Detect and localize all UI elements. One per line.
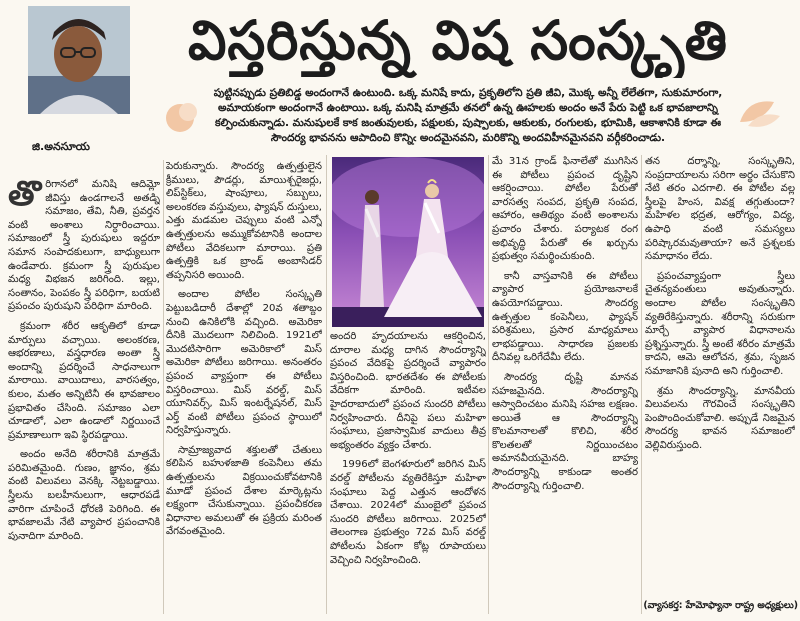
pageant-stage-photo <box>332 157 484 327</box>
column-rule <box>163 160 164 614</box>
column-rule <box>641 155 642 614</box>
headline: విస్తరిస్తున్న విష సంస్కృతి <box>187 9 729 72</box>
paragraph: అందం అనేది శరీరానికి మాత్రమే పరిమితమైంది. గుణం, జ్ఞానం, శ్రమ వంటి విలువలు వెనక్కి నెట్టబడ్డాయి. స్త్రీలను బలహీనులుగా, ఆధారపడే వారిగా చూపించే ధోరణి పెరిగింది. ఈ భావజాలమే నేటి వ్యాపార ప్రపంచానికి పునాదిగా మారింది. <box>8 449 160 542</box>
paragraph: 1996లో బెంగళూరులో జరిగిన మిస్ వరల్డ్ పోటీలను వ్యతిరేకిస్తూ మహిళా సంఘాలు పెద్ద ఎత్తున ఆందోళన చేశాయి. 2024లో ముంబైలో ప్రపంచ సుందరి పోటీలు జరిగాయి. 2025లో తెలంగాణ ప్రభుత్వం 72వ మిస్ వరల్డ్ పోటీలను ఏకంగా కోట్ల రూపాయలు వెచ్చించి నిర్వహించింది. <box>330 459 486 566</box>
paragraph: క్రమంగా శరీర ఆకృతిలో కూడా మార్పులు వచ్చాయి. అలంకరణ, ఆభరణాలు, వస్త్రధారణ అంతా స్త్రీ అందాన్ని ప్రదర్శించే సాధనాలుగా మారాయి. వాయిదాలు, వారసత్వం, కులం, మతం అన్నిటినీ ఈ భావజాలం ప్రభావితం చేసింది. సమాజం ఎలా చూడాలో, ఎలా ఉండాలో నిర్ణయించే ప్రమాణాలుగా ఇవి స్థిరపడ్డాయి. <box>8 320 160 441</box>
article-column-2 <box>166 160 322 614</box>
decorative-petal-icon <box>162 96 202 136</box>
paragraph: రిగానలో మనిషి ఆదిమ్లో జీవిస్తు ఉండగాలనే అతడ్ని సమాజం, తేవి, నీతి, ప్రవర్తన వంటి అంశాలు నిర్ధారించాయి. సమాజంలో స్త్రీ పురుషులు ఇద్దరూ సమాన సంపాదకులుగా, బాధ్యులుగా ఉండేవారు. క్రమంగా స్త్రీ పురుషుల మధ్య విభజన జరిగింది. ఇల్లు, సంతానం, పెంపకం స్త్రీ పరిధిగా, బయటి ప్రపంచం పురుషుని పరిధిగా మారింది. <box>8 179 160 313</box>
article-column-3 <box>330 330 486 614</box>
author-name: జి.అనసూయ <box>32 140 90 153</box>
article-column-5 <box>645 155 795 595</box>
author-photo <box>28 6 130 114</box>
paragraph: పెరుకున్నారు. సౌందర్య ఉత్పత్తులైన క్రీములు, పౌడర్లు, మాయిశ్చరైజర్లు, లిప్‌స్టిక్‌లు, షాంపూలు, సబ్బులు, అలంకరణ వస్తువులు, ఫ్యాషన్ దుస్తులు, ఎత్తు మడమల చెప్పులు వంటి ఎన్నో ఉత్పత్తులను అమ్ముకోవటానికి అందాల పోటీలు వేదికలుగా మారాయి. ప్రతి ఉత్పత్తికి ఒక బ్రాండ్ అంబాసిడర్ తప్పనిసరి అయింది. <box>166 161 322 281</box>
paragraph: శ్రమ సౌందర్యాన్ని, మానవీయ విలువలను గౌరవించే సంస్కృతిని పెంపొందించుకోవాలి. అప్పుడే నిజమైన సౌందర్య భావన సమాజంలో వెల్లివిరుస్తుంది. <box>645 385 795 451</box>
paragraph: కానీ వాస్తవానికి ఈ పోటీలు వ్యాపార ప్రయోజనాలకే ఉపయోగపడ్డాయి. సౌందర్య ఉత్పత్తుల కంపెనీలు, ఫ్యాషన్ పరిశ్రమలు, ప్రసార మాధ్యమాలు లాభపడ్డాయి. సాధారణ ప్రజలకు దీనివల్ల ఒరిగేదేమీ లేదు. <box>492 270 638 364</box>
paragraph: అందాల పోటీల సంస్కృతి పెట్టుబడిదారీ దేశాల్లో 20వ శతాబ్దం నుంచి ఉనికిలోకి వచ్చింది. అమెరికా దీనికి మొదలుగా నిలిచింది. 1921లో మొదటిసారిగా అమెరికాలో మిస్ అమెరికా పోటీలు జరిగాయి. అనంతరం ప్రపంచ వ్యాప్తంగా ఈ పోటీలు విస్తరించాయి. మిస్ వరల్డ్, మిస్ యూనివర్స్, మిస్ ఇంటర్నేషనల్, మిస్ ఎర్త్ వంటి పోటీలు ప్రపంచ స్థాయిలో నిర్వహిస్తున్నారు. <box>166 289 322 437</box>
article-column-1 <box>8 178 160 614</box>
column-rule <box>326 155 327 614</box>
drop-cap: తొ <box>8 178 42 214</box>
author-byline: (వ్యాసకర్త: హేమోఫ్యానా రాష్ట్ర అధ్యక్షులు) <box>643 600 798 611</box>
column-rule <box>488 155 489 614</box>
standfirst: పుట్టినప్పుడు ప్రతిబిడ్డ అందంగానే ఉంటుంది. ఒక్క మనిషే కాదు, ప్రకృతిలోని ప్రతి జీవి, మొక్క అన్నీ లేలేతగా, సుకుమారంగా, అమాయకంగా అందంగానే ఉంటాయి. ఒక్క మనిషి మాత్రమే తనలో ఉన్న ఊహలకు అందం అనే పేరు పెట్టి ఒక భావజాలాన్ని కల్పించుకున్నాడు. మనుషులకే కాక జంతువులకు, పక్షులకు, పుష్పాలకు, ఆకులకు, రంగులకు, భూమికి, ఆకాశానికి కూడా ఈ సౌందర్య భావనను ఆపాదించి కొన్నిఁ అందమైనవని, మరికొన్ని అందవిహీనమైనవని వర్గీకరించాడు. <box>213 87 723 144</box>
paragraph: సౌందర్య దృష్టి మానవ సహజమైనది. సౌందర్యాన్ని ఆస్వాదించటం మనిషి సహజ లక్షణం. అయితే ఆ సౌందర్యాన్ని కొలమానాలతో కొలిచి, శరీర కొలతలతో నిర్ణయించటం అమానవీయమైనది. బాహ్య సౌందర్యాన్ని కాకుండా అంతర సౌందర్యాన్ని గుర్తించాలి. <box>492 371 638 492</box>
paragraph: మే 31న గ్రాండ్ ఫినాలేతో ముగిసిన ఈ పోటీలు ప్రపంచ దృష్టిని ఆకర్షించాయి. పోటీల పేరుతో వారసత్వ సంపద, ప్రకృతి సంపద, ఆహారం, ఆతిథ్యం వంటి అంశాలను ప్రచారం చేశారు. పర్యాటక రంగ అభివృద్ధి పేరుతో ఈ ఖర్చును ప్రభుత్వం సమర్థించుకుంది. <box>492 156 638 263</box>
paragraph: ప్రపంచవ్యాప్తంగా స్త్రీలు చైతన్యవంతులు అవుతున్నారు. అందాల పోటీల సంస్కృతిని వ్యతిరేకిస్తున్నారు. శరీరాన్ని సరుకుగా మార్చే వ్యాపార విధానాలను ప్రశ్నిస్తున్నారు. స్త్రీ అంటే శరీరం మాత్రమే కాదని, ఆమె ఆలోచన, శ్రమ, సృజన సమాజానికి పునాది అని గుర్తించాలి. <box>645 270 795 377</box>
paragraph: సామ్రాజ్యవాద శక్తులతో చేతులు కలిపిన బహుళజాతి కంపెనీలు తమ ఉత్పత్తులను విక్రయించుకోవటానికి మూడో ప్రపంచ దేశాల మార్కెట్లను లక్ష్యంగా చేసుకున్నాయి. ప్రపంచీకరణ విధానాల అమలుతో ఈ ప్రక్రియ మరింత వేగవంతమైంది. <box>166 444 322 538</box>
decorative-petal-icon <box>734 92 782 132</box>
paragraph: అందరి హృదయాలను ఆకర్షించిన, దూరాల మధ్య దాగిన సౌందర్యాన్ని ప్రపంచ వేదికపై ప్రదర్శించే వ్యాపారం విస్తరించింది. భారతదేశం ఈ పోటీలకు వేదికగా మారింది. ఇటీవల హైదరాబాదులో ప్రపంచ సుందరి పోటీలు నిర్వహించారు. దీనిపై పలు మహిళా సంఘాలు, ప్రజాస్వామిక వాదులు తీవ్ర అభ్యంతరం వ్యక్తం చేశారు. <box>330 331 486 451</box>
article-column-4 <box>492 155 638 614</box>
paragraph: తన దర్శాన్ని, సంస్కృతిని, సంప్రదాయాలను సరిగా అర్థం చేసుకొని నేటి తరం ఎదగాలి. ఈ పోటీల వల్ల స్త్రీలపై హింస, వివక్ష తగ్గుతుందా? మహిళల భద్రత, ఆరోగ్యం, విద్య, ఉపాధి వంటి సమస్యలు పరిష్కారమవుతాయా? అనే ప్రశ్నలకు సమాధానం లేదు. <box>645 156 795 263</box>
